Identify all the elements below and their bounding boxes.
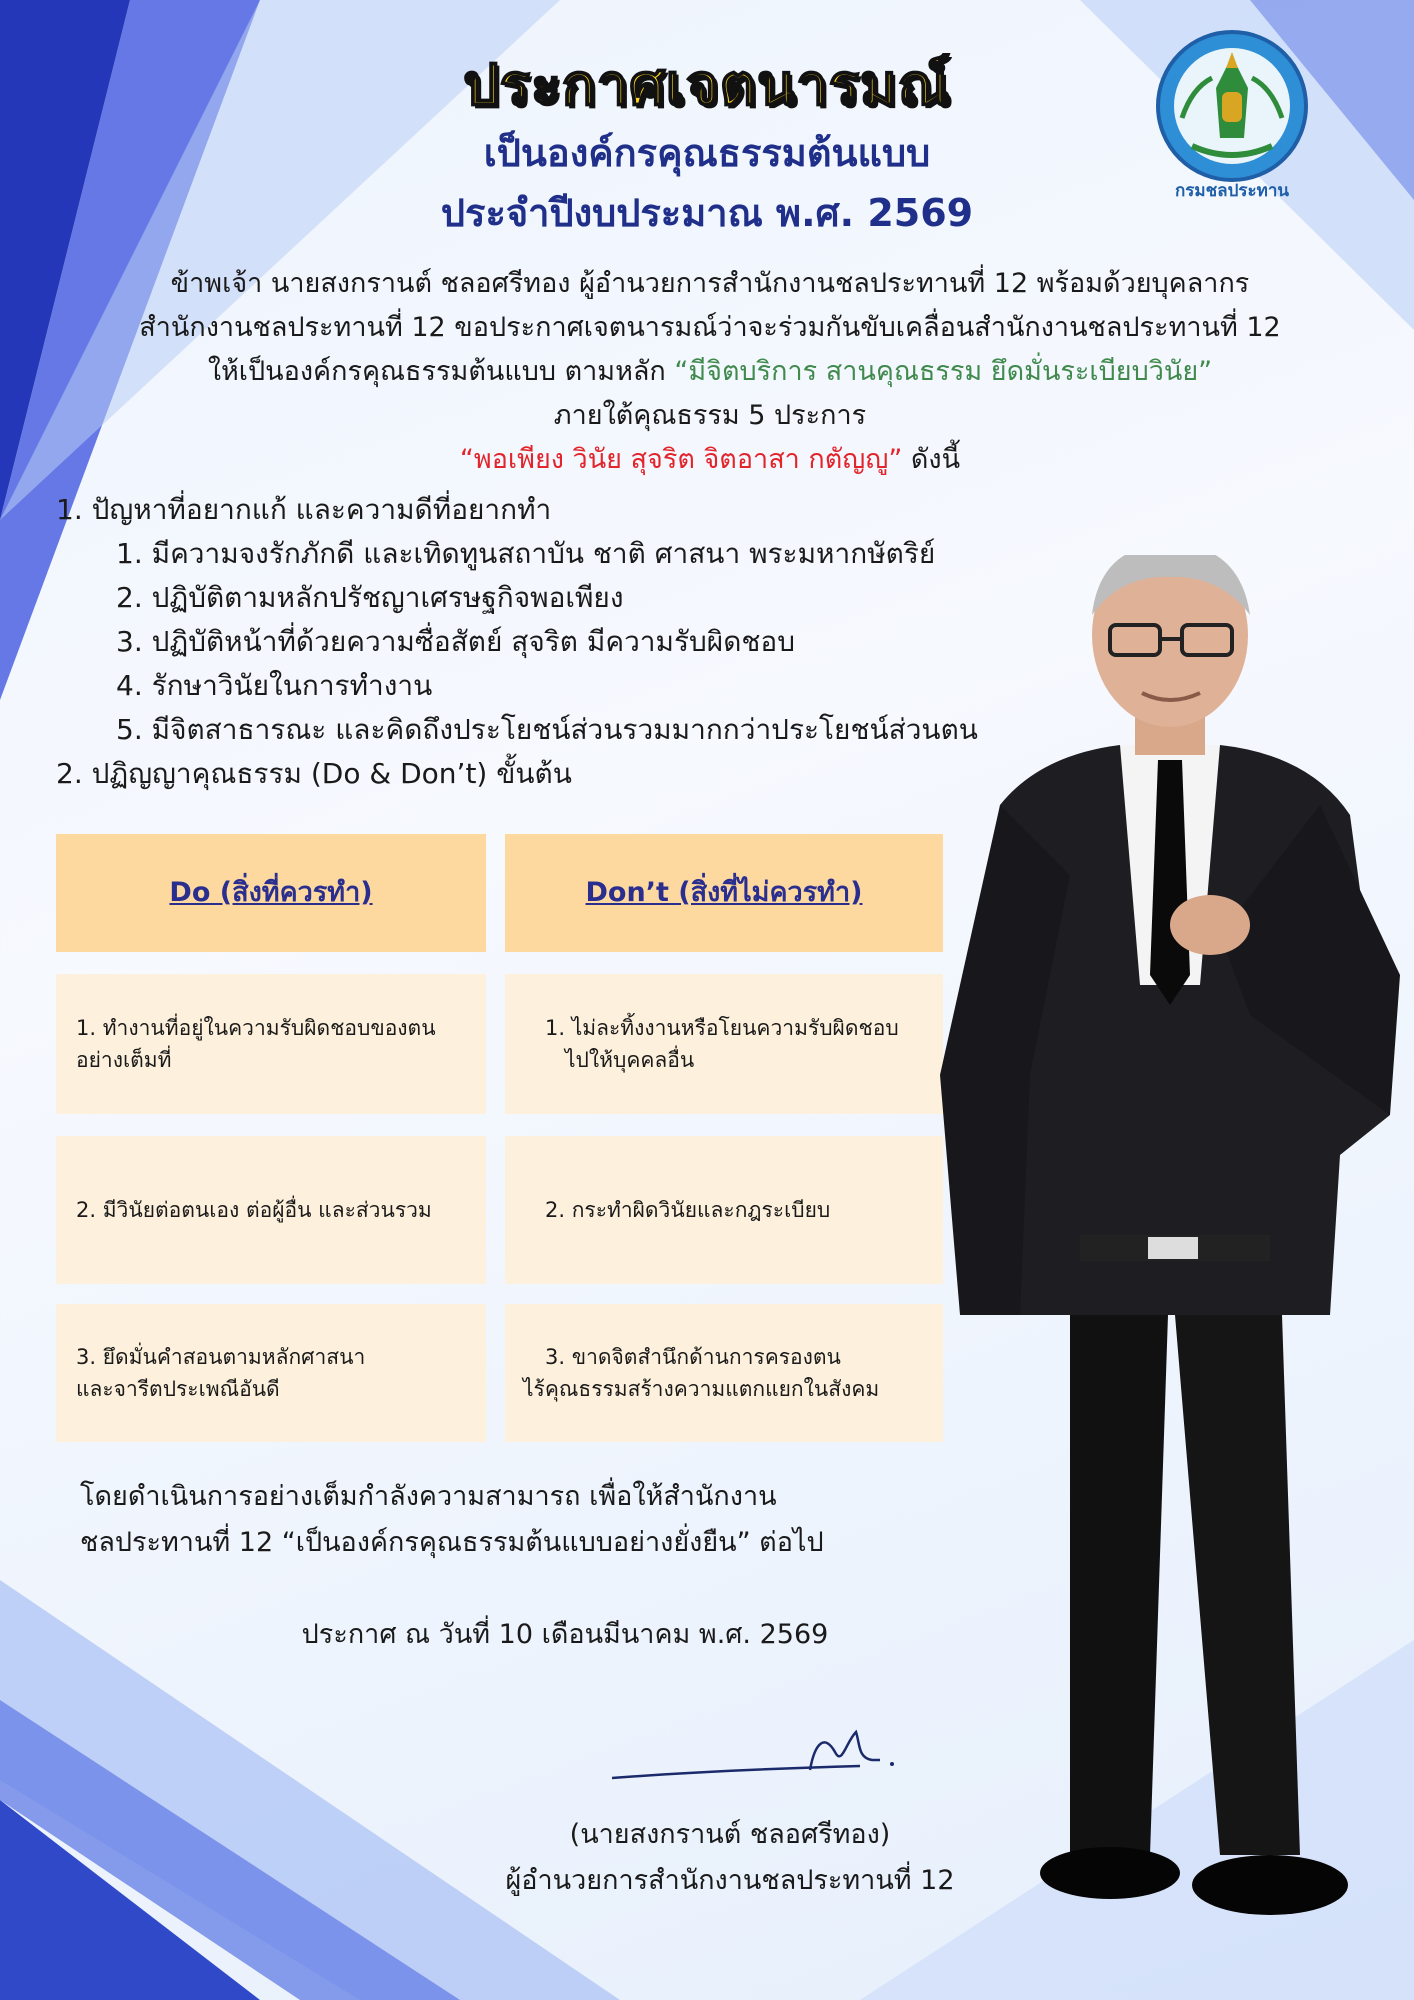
principle-slogan: “มีจิตบริการ สานคุณธรรม ยึดมั่นระเบียบวินัย” (674, 356, 1213, 387)
dont-header: Don’t (สิ่งที่ไม่ควรทำ) (505, 834, 943, 952)
announcement-date: ประกาศ ณ วันที่ 10 เดือนมีนาคม พ.ศ. 2569 (301, 1619, 829, 1650)
section-1-item: 1. มีความจงรักภักดี และเทิดทูนสถาบัน ชาติ ศาสนา พระมหากษัตริย์ (116, 537, 936, 570)
section-1-heading: 1. ปัญหาที่อยากแก้ และความดีที่อยากทำ (56, 493, 552, 526)
handwritten-signature (610, 1722, 910, 1792)
svg-text:กรมชลประทาน: กรมชลประทาน (1174, 181, 1290, 201)
intro-line-3 (60, 350, 1360, 394)
intro-line-3-prefix: ให้เป็นองค์กรคุณธรรมต้นแบบ ตามหลัก (207, 356, 675, 387)
intro-line-1: ข้าพเจ้า นายสงกรานต์ ชลอศรีทอง ผู้อำนวยการสำนักงานชลประทานที่ 12 พร้อมด้วยบุคลากร (170, 268, 1250, 299)
dont-cell-2 (505, 1136, 943, 1284)
do-cell-3-line-1: 3. ยึดมั่นคำสอนตามหลักศาสนา (76, 1345, 366, 1369)
signatory-block (470, 1812, 990, 1904)
intro-line-4: ภายใต้คุณธรรม 5 ประการ (553, 400, 867, 431)
intro-line-5-suffix: ดังนี้ (902, 444, 961, 475)
section-1-item: 4. รักษาวินัยในการทำงาน (116, 669, 433, 702)
closing-line-1: โดยดำเนินการอย่างเต็มกำลังความสามารถ เพื่อให้สำนักงาน (80, 1481, 777, 1512)
page-title: ประกาศเจตนารมณ์ (463, 53, 951, 118)
signatory-name: (นายสงกรานต์ ชลอศรีทอง) (569, 1819, 891, 1850)
dont-cell-3-line-2: ไร้คุณธรรมสร้างความแตกแยกในสังคม (523, 1377, 880, 1401)
do-cell-2 (56, 1136, 486, 1284)
dont-cell-2-line-1: 2. กระทำผิดวินัยและกฎระเบียบ (545, 1198, 831, 1222)
five-virtues: “พอเพียง วินัย สุจริต จิตอาสา กตัญญู” (459, 444, 903, 475)
do-cell-1-line-1: 1. ทำงานที่อยู่ในความรับผิดชอบของตน (76, 1016, 436, 1040)
section-1-item: 3. ปฏิบัติหน้าที่ด้วยความซื่อสัตย์ สุจริต มีความรับผิดชอบ (116, 625, 795, 658)
intro-line-2: สำนักงานชลประทานที่ 12 ขอประกาศเจตนารมณ์ว่าจะร่วมกันขับเคลื่อนสำนักงานชลประทานที่ 12 (139, 312, 1281, 343)
do-cell-1-line-2: อย่างเต็มที่ (76, 1048, 172, 1072)
rid-seal-logo (1152, 28, 1312, 204)
do-cell-3-line-2: และจารีตประเพณีอันดี (76, 1377, 280, 1401)
dont-cell-3 (505, 1304, 943, 1442)
dont-cell-1-line-2: ไปให้บุคคลอื่น (565, 1048, 695, 1072)
fiscal-year-subtitle: ประจำปีงบประมาณ พ.ศ. 2569 (440, 191, 974, 235)
dont-cell-3-line-1: 3. ขาดจิตสำนึกด้านการครองตน (545, 1345, 841, 1369)
section-1-item: 5. มีจิตสาธารณะ และคิดถึงประโยชน์ส่วนรวมมากกว่าประโยชน์ส่วนตน (116, 713, 978, 746)
intro-line-5 (60, 438, 1360, 482)
dont-cell-1-line-1: 1. ไม่ละทิ้งงานหรือโยนความรับผิดชอบ (545, 1016, 899, 1040)
dont-cell-1 (505, 974, 943, 1114)
section-2-heading: 2. ปฏิญญาคุณธรรม (Do & Don’t) ขั้นต้น (56, 757, 572, 790)
do-cell-2-line-1: 2. มีวินัยต่อตนเอง ต่อผู้อื่น และส่วนรวม (76, 1198, 432, 1222)
do-cell-1 (56, 974, 486, 1114)
director-portrait-photo (920, 555, 1414, 2000)
intro-paragraph (60, 262, 1360, 482)
closing-paragraph (80, 1474, 980, 1566)
do-header: Do (สิ่งที่ควรทำ) (56, 834, 486, 952)
signatory-position: ผู้อำนวยการสำนักงานชลประทานที่ 12 (505, 1865, 955, 1896)
page-subtitle: เป็นองค์กรคุณธรรมต้นแบบ (483, 131, 931, 175)
closing-line-2: ชลประทานที่ 12 “เป็นองค์กรคุณธรรมต้นแบบอย่างยั่งยืน” ต่อไป (80, 1527, 824, 1558)
section-1-item: 2. ปฏิบัติตามหลักปรัชญาเศรษฐกิจพอเพียง (116, 581, 624, 614)
do-cell-3 (56, 1304, 486, 1442)
